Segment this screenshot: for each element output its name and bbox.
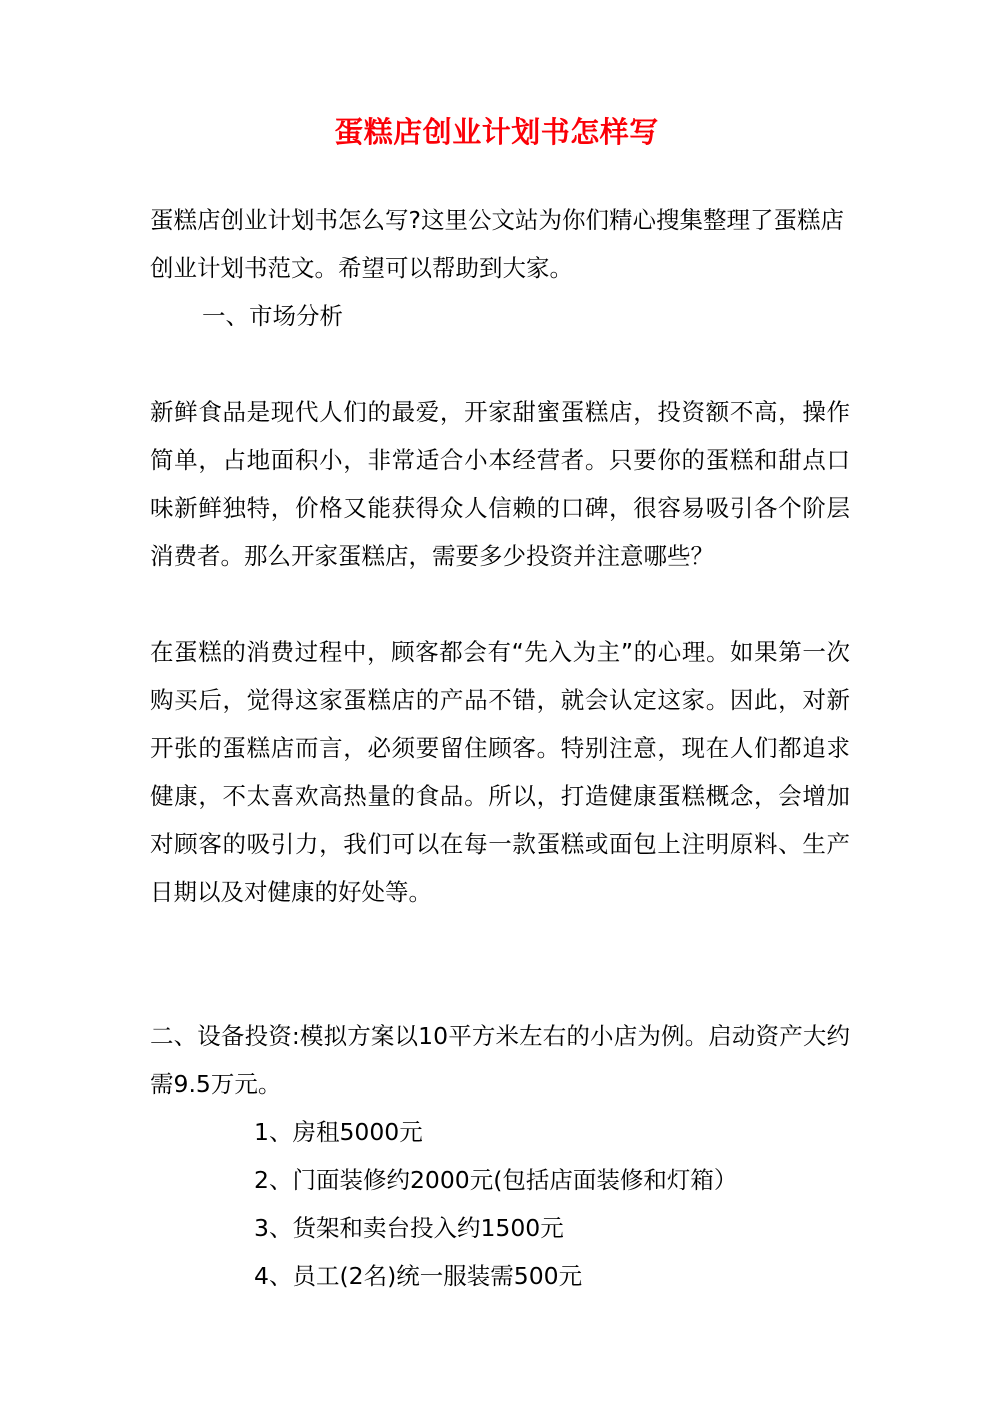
list-item: 4、员工(2名)统一服装需500元 — [254, 1262, 583, 1290]
investment-item-list — [150, 1108, 850, 1300]
paragraph-consumer-psychology: 在蛋糕的消费过程中，顾客都会有“先入为主”的心理。如果第一次购买后，觉得这家蛋糕店的产品不错，就会认定这家。因此，对新开张的蛋糕店而言，必须要留住顾客。特别注意，现在人们都追求健康，不太喜欢高热量的食品。所以，打造健康蛋糕概念，会增加对顾客的吸引力，我们可以在每一款蛋糕或面包上注明原料、生产日期以及对健康的好处等。 — [150, 638, 850, 906]
intro-paragraph: 蛋糕店创业计划书怎么写?这里公文站为你们精心搜集整理了蛋糕店创业计划书范文。希望可以帮助到大家。 — [150, 206, 844, 282]
list-item: 2、门面装修约2000元(包括店面装修和灯箱） — [254, 1166, 738, 1194]
list-item: 1、房租5000元 — [254, 1118, 423, 1146]
document-body — [150, 196, 850, 1300]
section-heading-equipment-investment: 二、设备投资:模拟方案以10平方米左右的小店为例。启动资产大约需9.5万元。 — [150, 1022, 850, 1098]
page-title: 蛋糕店创业计划书怎样写 — [334, 115, 659, 149]
paragraph-spacer — [150, 916, 850, 1012]
paragraph-market-analysis: 新鲜食品是现代人们的最爱，开家甜蜜蛋糕店，投资额不高，操作简单，占地面积小，非常适合小本经营者。只要你的蛋糕和甜点口味新鲜独特，价格又能获得众人信赖的口碑，很容易吸引各个阶层消费者。那么开家蛋糕店，需要多少投资并注意哪些？ — [150, 398, 850, 570]
paragraph-spacer — [150, 580, 850, 628]
paragraph-spacer — [150, 340, 850, 388]
section-heading-market-analysis: 一、市场分析 — [202, 302, 343, 330]
list-item: 3、货架和卖台投入约1500元 — [254, 1214, 564, 1242]
